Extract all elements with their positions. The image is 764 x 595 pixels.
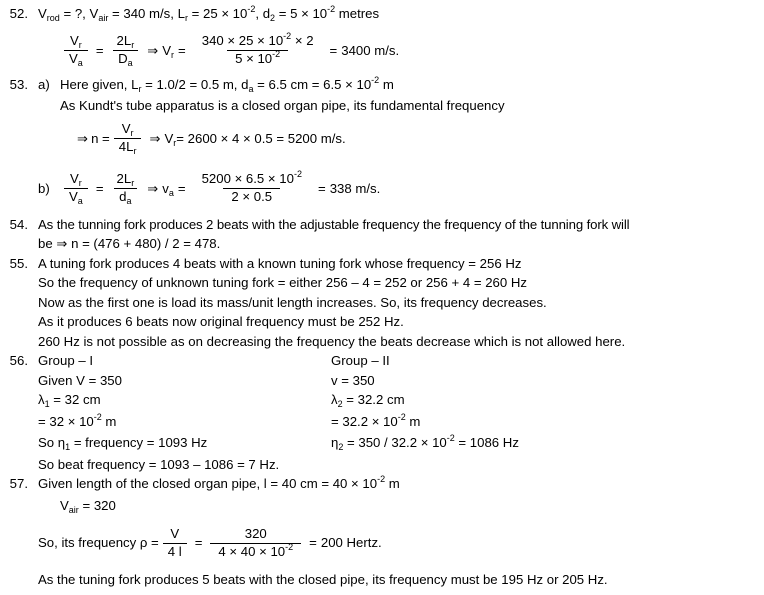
fraction-denominator: [113, 50, 138, 67]
fraction-numerator: [65, 34, 87, 50]
fraction-numeric: [210, 527, 301, 560]
result-value: 3400 m/s.: [341, 42, 400, 58]
item-55-line-2: So the frequency of unknown tuning fork = either 256 – 4 = 252 or 256 + 4 = 260 Hz: [38, 275, 528, 290]
implies-arrow-1: ⇒: [77, 130, 89, 146]
n-label: n =: [91, 130, 110, 146]
numerator-base: V: [121, 121, 131, 137]
v-air-value: = 320: [78, 497, 116, 513]
numerator-text: 340 × 25 × 10: [201, 33, 284, 49]
item-55-line-4: As it produces 6 beats now original frequency must be 252 Hz.: [38, 314, 404, 329]
denominator-base: d: [119, 189, 127, 204]
group-1-heading: Group – I: [38, 353, 93, 368]
eta-symbol: η: [57, 435, 66, 450]
item-number: 54.: [9, 216, 28, 232]
variable-subscript: r: [173, 137, 177, 148]
equals-sign-1: =: [95, 180, 104, 196]
implies-arrow: ⇒: [56, 236, 68, 251]
denominator-text: 4 × 40 × 10: [218, 543, 286, 559]
l-subscript: r: [184, 13, 188, 23]
group-1-wavelength-metres: [38, 412, 331, 434]
fraction-v-4l: [163, 527, 187, 560]
eta-symbol: η: [331, 435, 339, 450]
v-rod-subscript: rod: [46, 13, 60, 23]
value-pre: = 32 × 10: [38, 413, 94, 429]
fraction-denominator: [114, 138, 142, 155]
v-air-subscript: air: [68, 504, 79, 515]
v-air-label: V: [89, 6, 99, 21]
item-body: [38, 474, 764, 590]
part-b-label: b): [38, 181, 50, 196]
result-value: 338 m/s.: [329, 180, 381, 196]
equals-sign-3: =: [329, 42, 338, 58]
item-body: [38, 75, 764, 212]
equation-52: [38, 28, 764, 74]
item-number: 56.: [9, 353, 28, 368]
variable-vr: [162, 42, 175, 60]
exponent: -2: [371, 74, 380, 85]
item-55-line-5: 260 Hz is not possible as on decreasing the frequency the beats decrease which is not allowed here.: [38, 333, 626, 349]
equals-sign-3: =: [317, 180, 326, 196]
eta-value-pre: = 350 / 32.2 × 10: [343, 435, 447, 450]
numerator-base: 2L: [116, 33, 132, 49]
v-air-line: [38, 496, 764, 518]
solution-item-52: [0, 4, 764, 74]
part-b-equation: [38, 166, 764, 212]
group-comparison-columns: [38, 351, 764, 455]
d-tail: metres: [335, 6, 380, 21]
numerator-base: 2L: [116, 171, 132, 187]
given-text-post: = 6.5 cm = 6.5 × 10: [253, 76, 372, 92]
implies-arrow: ⇒: [147, 180, 159, 196]
implies-arrow-2: ⇒: [149, 130, 161, 146]
d-subscript: 2: [270, 13, 276, 23]
given-text-pre: Here given, L: [60, 76, 139, 92]
l-exponent: -2: [247, 4, 256, 14]
variable-base: v: [162, 180, 169, 196]
numerator-text: 5200 × 6.5 × 10: [201, 171, 294, 187]
d-subscript: a: [248, 83, 254, 94]
fraction-denominator: [64, 50, 88, 67]
given-text-mid: = 1.0/2 = 0.5 m, d: [141, 76, 249, 92]
item-number: 52.: [9, 6, 28, 21]
denominator-subscript: r: [133, 146, 137, 156]
v-air-value: = 340 m/s,: [108, 6, 178, 21]
numerator-base: V: [70, 171, 79, 187]
fraction-vr-4lr: [114, 122, 142, 155]
equation-row: [38, 527, 382, 560]
given-text-post: m: [385, 476, 400, 491]
equation-lead-text: So, its frequency ρ =: [38, 535, 159, 551]
equals-sign-2: =: [309, 535, 317, 551]
equals-sign-1: =: [95, 42, 104, 58]
lambda-symbol: λ: [38, 392, 45, 407]
fraction-denominator: [210, 543, 301, 560]
fraction-numerator: [112, 172, 140, 188]
numerator-subscript: r: [131, 178, 135, 189]
equals-sign-2: =: [178, 42, 186, 58]
value-pre: = 32.2 × 10: [331, 413, 398, 429]
numerator-subscript: r: [78, 40, 82, 51]
item-57-line-1: [38, 474, 764, 496]
item-57-closing-line: As the tuning fork produces 5 beats with the closed pipe, its frequency must be 195 Hz or 205 Hz.: [38, 572, 608, 587]
exponent: -2: [377, 474, 386, 484]
numerator-exponent: -2: [283, 31, 292, 42]
exponent: -2: [397, 411, 406, 422]
denominator-base: V: [69, 51, 78, 66]
l-value: = 25 × 10: [187, 6, 248, 21]
variable-vr: [164, 130, 177, 148]
solution-item-56: [0, 351, 764, 474]
numerator-exponent: -2: [293, 169, 302, 180]
group-2-wavelength-metres: [331, 412, 764, 434]
result-value: 200 Hertz.: [320, 535, 382, 551]
equation-row: [74, 122, 346, 155]
denominator-exponent: -2: [285, 541, 294, 552]
solution-item-57: [0, 474, 764, 590]
lambda-subscript: 2: [337, 399, 343, 409]
equation-row: [60, 169, 381, 206]
numerator-tail: × 2: [291, 33, 314, 49]
lambda-symbol: λ: [331, 392, 338, 407]
given-line-52: [38, 4, 764, 26]
lambda-value: = 32.2 cm: [342, 392, 405, 407]
fraction-2lr-da: [112, 34, 140, 67]
l-tail: ,: [255, 6, 263, 21]
line-2-suffix: n = (476 + 480) / 2 = 478.: [67, 236, 221, 251]
part-a-text: [60, 75, 394, 97]
group-2-column: [331, 351, 764, 455]
group-2-frequency: [331, 433, 764, 455]
part-a-equation: [38, 116, 764, 162]
eta-value-post: = 1086 Hz: [454, 435, 519, 450]
d-exponent: -2: [327, 4, 336, 14]
frequency-equation-57: [38, 520, 764, 566]
fraction-vr-va: [64, 34, 88, 67]
fraction-denominator: [64, 188, 88, 205]
denominator-subscript: a: [127, 58, 133, 68]
eta-value: = frequency = 1093 Hz: [70, 435, 208, 450]
lambda-subscript: 1: [44, 399, 50, 409]
group-2-velocity: v = 350: [331, 372, 375, 388]
item-55-line-3: Now as the first one is load its mass/unit length increases. So, its frequency decreases.: [38, 294, 547, 310]
fraction-numerator: [112, 34, 140, 50]
variable-base: V: [162, 42, 172, 58]
implies-arrow: ⇒: [147, 42, 159, 58]
numerator-base: V: [70, 33, 79, 49]
given-text-tail: m: [379, 76, 394, 92]
denominator-subscript: a: [77, 196, 83, 206]
item-54-line-1: As the tunning fork produces 2 beats with the adjustable frequency the frequency of the tunning fork will: [38, 216, 630, 232]
item-number: 57.: [9, 476, 28, 491]
item-number: 53.: [9, 76, 28, 92]
denominator-exponent: -2: [272, 49, 281, 59]
part-a-line-2: As Kundt's tube apparatus is a closed organ pipe, its fundamental frequency: [60, 98, 505, 113]
group-1-wavelength: [38, 390, 331, 412]
group-1-frequency: [38, 433, 331, 455]
part-a-label: a): [38, 76, 50, 92]
item-body: [38, 4, 764, 74]
fraction-result: [194, 31, 322, 67]
denominator-base: D: [118, 51, 128, 66]
item-body: [38, 254, 764, 352]
denominator-base: 4L: [118, 139, 134, 154]
item-55-line-1: A tuning fork produces 4 beats with a known tuning fork whose frequency = 256 Hz: [38, 255, 522, 271]
d-value: = 5 × 10: [275, 6, 328, 21]
solution-item-53: [0, 75, 764, 212]
denominator-subscript: a: [77, 58, 83, 68]
denominator-base: V: [69, 189, 78, 204]
fraction-numerator: [194, 169, 310, 188]
d-label: d: [262, 6, 271, 21]
equation-row: [60, 31, 400, 68]
numerator-subscript: r: [130, 128, 134, 139]
fraction-numerator: V: [170, 525, 180, 541]
v-air-subscript: air: [98, 13, 109, 23]
eta-exponent: -2: [446, 433, 455, 443]
fraction-2lr-da: [112, 172, 140, 205]
variable-subscript: r: [171, 49, 175, 60]
variable-va: [162, 180, 174, 198]
given-text-pre: Given length of the closed organ pipe, l = 40 cm = 40 × 10: [38, 476, 378, 491]
fraction-denominator: 2 × 0.5: [223, 188, 280, 205]
group-1-column: [38, 351, 331, 455]
l-label: L: [177, 6, 185, 21]
exponent: -2: [93, 411, 102, 422]
value-post: m: [405, 413, 421, 429]
equation-rest: = 2600 × 4 × 0.5 = 5200 m/s.: [176, 130, 346, 146]
fraction-denominator: [114, 188, 136, 205]
group-2-heading: Group – II: [331, 353, 390, 368]
solutions-page: [0, 4, 764, 595]
value-post: m: [101, 413, 117, 429]
l-subscript: r: [138, 83, 142, 94]
variable-base: V: [164, 130, 174, 146]
solution-item-55: [0, 254, 764, 352]
fraction-result: [194, 169, 310, 205]
fraction-vr-va: [64, 172, 88, 205]
denominator-text: 5 × 10: [235, 51, 273, 66]
line-2-prefix: be: [38, 236, 57, 251]
equals-sign-1: =: [194, 535, 203, 551]
v-air-base: V: [60, 497, 69, 513]
beat-frequency-line: So beat frequency = 1093 – 1086 = 7 Hz.: [38, 456, 280, 472]
equals-sign-2: =: [177, 180, 186, 196]
group-1-velocity: Given V = 350: [38, 372, 122, 388]
fraction-numerator: 320: [244, 525, 267, 541]
eta-prefix: So: [38, 435, 58, 450]
eta-subscript: 1: [65, 442, 71, 452]
fraction-numerator: [65, 172, 87, 188]
item-body: [38, 351, 764, 474]
numerator-subscript: r: [78, 178, 82, 189]
v-rod-value: = ?,: [59, 6, 90, 21]
fraction-numerator: [117, 122, 139, 138]
group-2-wavelength: [331, 390, 764, 412]
denominator-subscript: a: [126, 196, 132, 206]
v-rod-label: V: [38, 6, 47, 21]
eta-subscript: 2: [338, 442, 344, 452]
variable-subscript: a: [168, 187, 174, 198]
fraction-numerator: [194, 31, 322, 50]
item-54-line-2: [38, 234, 764, 254]
numerator-subscript: r: [131, 40, 135, 51]
solution-item-54: [0, 215, 764, 254]
lambda-value: = 32 cm: [49, 392, 101, 407]
part-a-line-1: [38, 75, 764, 97]
fraction-denominator: 4 l: [163, 543, 187, 560]
item-number: 55.: [9, 255, 28, 271]
fraction-denominator: [227, 50, 288, 67]
item-body: [38, 215, 764, 254]
